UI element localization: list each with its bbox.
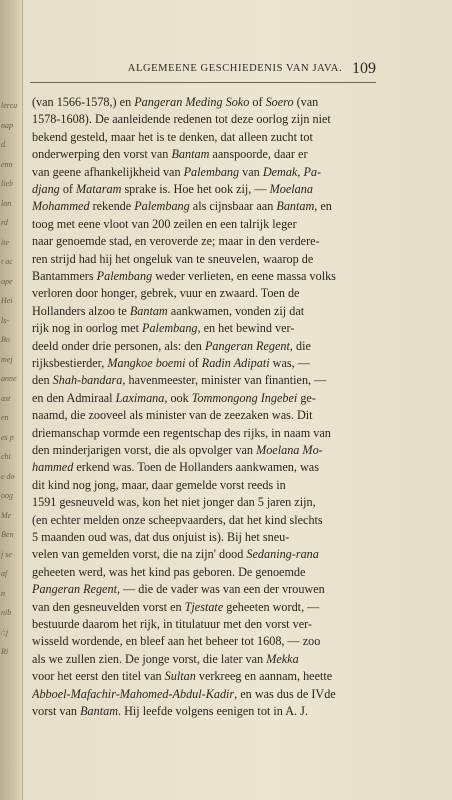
text-run: bekend gesteld, maar het is te denken, dat alleen zucht tot [32, 129, 313, 144]
text-run: aankwamen, vonden zij dat [167, 303, 305, 318]
text-line [32, 181, 374, 197]
text-line [32, 477, 374, 493]
italic-term: Pangeran Meding Soko [134, 95, 250, 109]
text-run: bestuurde daarom het rijk, in titulatuur met den vorst ver- [32, 617, 312, 631]
text-line [32, 94, 374, 110]
text-run: voor het eerst den titel van [32, 669, 165, 684]
text-run: erkend was. Toen de Hollanders aankwamen, was [73, 460, 319, 475]
margin-fragment: ite [1, 237, 9, 247]
text-run: , — die de vader was van een der vrouwen [116, 582, 325, 597]
page-number: 109 [352, 60, 376, 77]
text-run: , havenmeester, minister van finantien, — [122, 373, 327, 388]
text-run: naamd, die zooveel als minister van de zeezaken was. Dit [32, 408, 313, 423]
text-run: of [249, 95, 266, 109]
running-title: ALGEMEENE GESCHIEDENIS VAN JAVA. [127, 63, 343, 74]
text-line [32, 372, 374, 388]
text-run: dit kind nog jong, maar, daar gemelde vorst reeds in [32, 477, 286, 492]
text-run: 5 maanden oud was, dat dus onjuist is). Bij het sneu- [32, 530, 290, 544]
text-line [32, 303, 374, 319]
text-run: was, — [269, 356, 310, 370]
text-run: of [59, 182, 77, 196]
text-run: verkreeg en aannam, heette [195, 669, 333, 684]
italic-term: djang [32, 182, 60, 196]
margin-fragment: e do [1, 471, 15, 481]
text-line [32, 268, 374, 284]
italic-term: Pangeran Regent [32, 582, 117, 597]
text-run: vorst van [32, 704, 81, 718]
italic-term: Sedaning-rana [246, 547, 319, 562]
text-run: rijksbestierder, [32, 356, 108, 370]
text-line [32, 546, 374, 562]
italic-term: Radin Adipati [201, 356, 270, 370]
text-line [32, 616, 374, 632]
text-run: ge- [297, 390, 316, 405]
text-run: ren strijd had hij het ongeluk van te sneuvelen, waarop de [32, 251, 314, 266]
text-run: , en [314, 199, 332, 214]
margin-fragment: anne [1, 374, 17, 383]
margin-fragment: Ben [1, 530, 14, 539]
margin-fragment: lercu [1, 101, 18, 110]
margin-fragment: mej [1, 354, 13, 364]
facing-page-margin [0, 0, 23, 800]
text-run: rekende [89, 199, 135, 214]
text-line [32, 355, 374, 371]
text-line [32, 442, 374, 458]
text-line [32, 198, 374, 214]
header-rule [30, 82, 376, 83]
text-line [32, 703, 374, 719]
text-run: velen van gemelden vorst, die na zijn' dood [32, 547, 247, 562]
text-run: weder verlieten, en eene massa volks [152, 269, 336, 283]
text-run: als we zullen zien. De jonge vorst, die later van [32, 651, 267, 666]
text-run: , [297, 164, 304, 179]
margin-fragment: nib [1, 608, 12, 617]
text-run: driemanschap vormde een regentschap des rijks, in naam van [32, 425, 331, 440]
italic-term: Mataram [76, 182, 122, 196]
text-run: Bantammers [32, 269, 97, 283]
text-line [32, 651, 374, 667]
italic-term: Bantam [171, 147, 210, 162]
italic-term: Soero [265, 95, 294, 109]
text-line [32, 407, 374, 423]
text-line [32, 633, 374, 649]
text-run: Hollanders alzoo te [32, 303, 130, 318]
text-run: van [239, 164, 263, 179]
italic-term: Mekka [266, 651, 299, 666]
margin-fragment: ast [1, 393, 11, 403]
italic-term: Demak [262, 164, 298, 179]
text-line [32, 164, 374, 180]
text-run: , ook [164, 390, 192, 405]
margin-fragment: /:j [1, 627, 9, 637]
text-line [32, 146, 374, 162]
text-line [32, 425, 374, 441]
margin-fragment: en [1, 413, 9, 422]
italic-term: Moelana [269, 182, 313, 196]
margin-fragment: ope [1, 276, 13, 286]
italic-term: Pa- [303, 164, 322, 179]
text-line [32, 390, 374, 406]
italic-term: Laximana [115, 390, 165, 405]
margin-fragment: n [1, 588, 5, 598]
italic-term: hammed [32, 460, 74, 475]
text-run: geheeten werd, was het kind pas geboren. De genoemde [32, 564, 306, 579]
italic-term: Palembang [96, 269, 153, 283]
text-run: als cijnsbaar aan [189, 199, 277, 214]
text-line [32, 251, 374, 267]
italic-term: Abboel-Mafachir-Mahomed-Abdul-Kadir [32, 686, 235, 701]
margin-fragment: af [1, 569, 8, 578]
italic-term: Palembang [183, 164, 240, 179]
italic-term: Sultan [164, 669, 196, 684]
text-run: sprake is. Hoe het ook zij, — [121, 182, 270, 196]
text-run: , en was dus de IVde [234, 686, 336, 701]
italic-term: Tjestate [184, 599, 224, 614]
margin-fragment: es p [1, 432, 14, 442]
margin-fragment: Hei [1, 296, 13, 305]
text-line [32, 581, 374, 597]
text-run: geheeten wordt, — [223, 599, 320, 614]
italic-term: Mohammed [32, 199, 90, 214]
text-run: 1578-1608). De aanleidende redenen tot deze oorlog zijn niet [32, 112, 331, 127]
text-run: deeld onder drie personen, als: den [32, 338, 205, 353]
margin-fragment: d. [1, 140, 7, 149]
italic-term: Mangkoe boemi [107, 356, 186, 370]
margin-fragment: j se [1, 549, 12, 559]
text-run: (van 1566-1578,) en [32, 95, 135, 109]
italic-term: Pangeran Regent [204, 338, 290, 353]
text-run: onderwerping den vorst van [32, 147, 172, 162]
text-run: aanspoorde, daar er [209, 147, 308, 162]
text-run: (en echter melden onze scheepvaarders, dat het kind slechts [32, 512, 323, 527]
margin-fragment: enn [1, 159, 13, 169]
text-line [32, 111, 374, 127]
italic-term: Moelana Mo- [256, 443, 323, 457]
text-line [32, 459, 374, 475]
text-line [32, 338, 374, 354]
margin-fragment: Ri [1, 647, 9, 656]
text-run: 1591 gesneuveld was, kon het niet jonger dan 5 jaren zijn, [32, 495, 316, 510]
italic-term: Bantam [80, 704, 118, 718]
text-run: rijk nog in oorlog met [32, 321, 143, 336]
text-run: toog met eene vloot van 200 zeilen en een talrijk leger [32, 216, 297, 231]
margin-fragment: t ac [1, 257, 13, 266]
text-run: (van [293, 95, 319, 109]
text-line [32, 494, 374, 510]
italic-term: Bantam [129, 303, 168, 318]
text-line [32, 529, 374, 545]
text-line [32, 285, 374, 301]
italic-term: Bantam [276, 199, 315, 214]
text-run: , en het bewind ver- [197, 321, 295, 336]
text-line [32, 216, 374, 232]
margin-fragment: rd [1, 218, 8, 227]
margin-fragment: Bo [1, 335, 10, 344]
margin-fragment: lon [1, 198, 12, 208]
text-run: verloren door honger, gebrek, vuur en zwaard. Toen de [32, 286, 300, 301]
margin-fragment: ls- [1, 315, 9, 325]
text-run: den minderjarigen vorst, die als opvolger van [32, 443, 257, 457]
text-run: naar genoemde stad, en veroverde ze; maar in den verdere- [32, 234, 320, 249]
italic-term: Tommongong Ingebei [191, 390, 298, 405]
text-line [32, 129, 374, 145]
text-run: , die [289, 338, 311, 353]
italic-term: Shah-bandara [52, 373, 123, 388]
margin-fragment: oog [1, 491, 13, 500]
text-run: of [185, 356, 202, 370]
italic-term: Palembang [142, 321, 198, 336]
text-run: wisseld wordende, en bleef aan het beheer tot 1608, — zoo [32, 634, 321, 649]
margin-fragment: lieb [1, 179, 13, 188]
italic-term: Palembang [134, 199, 190, 214]
text-line [32, 686, 374, 702]
text-run: van den gesneuvelden vorst en [32, 599, 185, 614]
text-line [32, 512, 374, 528]
text-line [32, 668, 374, 684]
text-line [32, 599, 374, 615]
margin-fragment: nap [1, 120, 13, 130]
text-line [32, 233, 374, 249]
text-run: van geene afhankelijkheid van [32, 164, 184, 179]
margin-fragment: chi [1, 452, 11, 461]
text-line [32, 564, 374, 580]
text-run: den [32, 373, 53, 388]
text-run: en den Admiraal [32, 390, 116, 405]
text-line [32, 320, 374, 336]
margin-fragment: Me [1, 510, 12, 520]
text-run: . Hij leefde volgens eenigen tot in A. J. [118, 704, 308, 718]
